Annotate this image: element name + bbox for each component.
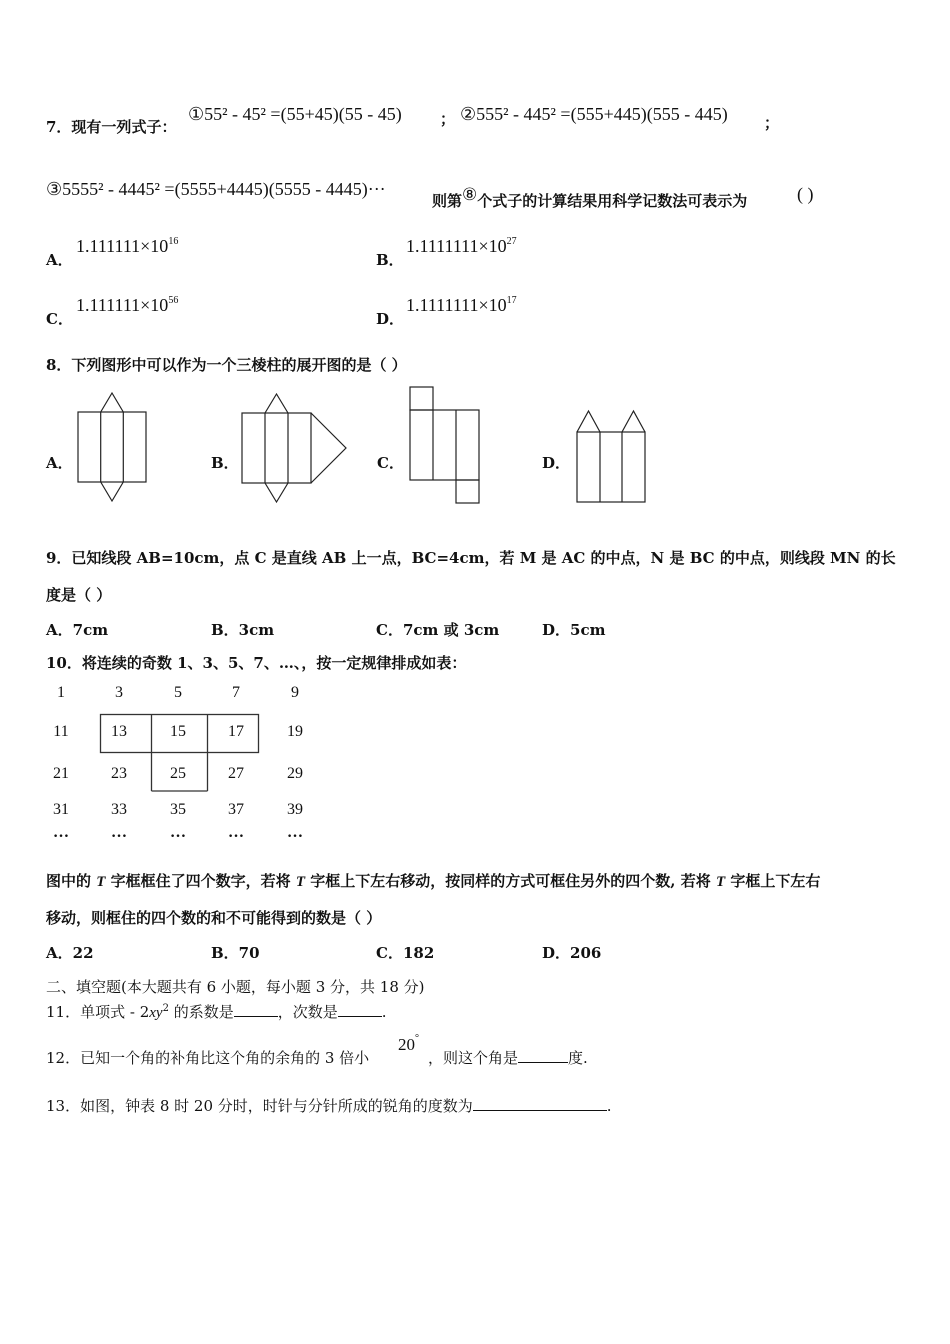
q9-question-line2: 度是（ ） — [46, 586, 112, 604]
grid-cell: 1 — [57, 684, 65, 701]
q7-question-a: 则第 — [432, 192, 463, 210]
grid-cell: 29 — [287, 765, 303, 782]
q7-expression-3: ③5555² - 4445² =(5555+4445)(5555 - 4445)··· — [46, 179, 386, 199]
q7-question-b: 个式子的计算结果用科学记数法可表示为 — [477, 192, 748, 210]
grid-cell: 25 — [170, 765, 186, 782]
q10-option-a: A．22 — [46, 944, 94, 962]
q7-question — [432, 185, 748, 211]
q12-question-end: ，则这个角是 度. — [428, 1049, 588, 1067]
q10-text-line1: 图中的 T 字框框住了四个数字，若将 T 字框上下左右移动，按同样的方式可框住另外的四个数, 若将 T 字框上下左右 — [46, 872, 821, 890]
grid-cell-ellipsis: … — [111, 824, 127, 841]
q7-option-c: $1.111111\times 10^{56}$ — [76, 295, 179, 315]
q7-answer-paren: ( ) — [797, 184, 814, 204]
q10-t-frame — [100, 714, 262, 794]
grid-cell: 35 — [170, 801, 186, 818]
q10-text-line2: 移动，则框住的四个数的和不可能得到的数是（ ） — [46, 909, 382, 927]
q8-option-d-label: D． — [542, 454, 571, 472]
q12-question: 12．已知一个角的补角比这个角的余角的 3 倍小 — [46, 1049, 370, 1067]
q10-option-b: B．70 — [211, 944, 260, 962]
grid-cell: 39 — [287, 801, 303, 818]
q7-option-b-label: B． — [376, 251, 404, 269]
q7-option-c-label: C． — [46, 310, 73, 328]
section-title: 二、填空题(本大题共有 6 小题，每小题 3 分，共 18 分) — [46, 978, 425, 996]
q7-expression-2: ②555² - 445² =(555+445)(555 - 445) — [460, 104, 728, 124]
q7-option-a-label: A． — [46, 251, 73, 269]
grid-cell: 15 — [170, 723, 186, 740]
q11-blank-degree[interactable] — [338, 1002, 382, 1017]
grid-cell: 37 — [228, 801, 244, 818]
q13-question: 13．如图，钟表 8 时 20 分时，时针与分针所成的锐角的度数为 . — [46, 1097, 612, 1115]
q8-net-a — [78, 392, 148, 504]
q7-circled-eight: ⑧ — [462, 185, 478, 204]
grid-cell: 31 — [53, 801, 69, 818]
grid-cell-ellipsis: … — [170, 824, 186, 841]
grid-cell: 17 — [228, 723, 244, 740]
q10-option-d: D．206 — [542, 944, 602, 962]
q7-intro: 7．现有一列式子： — [46, 118, 177, 136]
q9-option-a: A．7cm — [46, 621, 109, 639]
q7-separator: ； — [440, 110, 456, 128]
q8-option-b-label: B． — [211, 454, 239, 472]
q11-question: 11．单项式 - $2xy^2$ 的系数是 ，次数是 . — [46, 1003, 387, 1021]
q9-option-c: C．7cm 或 3cm — [376, 621, 500, 639]
grid-cell: 33 — [111, 801, 127, 818]
q9-question-line1: 9．已知线段 AB=10cm，点 C 是直线 AB 上一点，BC=4cm，若 M 是 AC 的中点，N 是 BC 的中点，则线段 MN 的长 — [46, 549, 896, 567]
q12-angle-value: 20° — [398, 1033, 419, 1054]
q8-option-c-label: C． — [377, 454, 404, 472]
grid-cell: 27 — [228, 765, 244, 782]
grid-cell: 5 — [174, 684, 182, 701]
q8-question: 8．下列图形中可以作为一个三棱柱的展开图的是（ ） — [46, 356, 407, 374]
q9-option-b: B．3cm — [211, 621, 275, 639]
grid-cell: 13 — [111, 723, 127, 740]
grid-cell-ellipsis: … — [228, 824, 244, 841]
q7-expression-1: ①55² - 45² =(55+45)(55 - 45) — [188, 104, 402, 124]
q8-net-a-rect — [78, 412, 146, 482]
q7-option-a: $1.111111\times 10^{16}$ — [76, 236, 179, 256]
grid-cell-ellipsis: … — [287, 824, 303, 841]
q8-option-a-label: A． — [46, 454, 73, 472]
grid-cell: 7 — [232, 684, 240, 701]
q7-separator-2: ； — [764, 114, 780, 132]
q10-intro: 10．将连续的奇数 1、3、5、7、…、，按一定规律排成如表： — [46, 654, 467, 672]
q13-blank-angle[interactable] — [473, 1096, 607, 1111]
q12-blank-angle[interactable] — [518, 1048, 568, 1063]
grid-cell: 19 — [287, 723, 303, 740]
grid-cell: 9 — [291, 684, 299, 701]
q8-net-b — [242, 392, 350, 504]
grid-cell: 3 — [115, 684, 123, 701]
q8-net-c — [409, 386, 481, 504]
q11-blank-coefficient[interactable] — [234, 1002, 278, 1017]
grid-cell-ellipsis: … — [53, 824, 69, 841]
grid-cell: 11 — [53, 723, 69, 740]
q7-option-d-label: D． — [376, 310, 405, 328]
grid-cell: 23 — [111, 765, 127, 782]
q8-net-d — [576, 406, 648, 504]
q9-option-d: D．5cm — [542, 621, 606, 639]
q7-option-b: $1.1111111\times 10^{27}$ — [406, 236, 517, 256]
grid-cell: 21 — [53, 765, 69, 782]
q7-option-d: $1.1111111\times 10^{17}$ — [406, 295, 517, 315]
q10-option-c: C．182 — [376, 944, 435, 962]
